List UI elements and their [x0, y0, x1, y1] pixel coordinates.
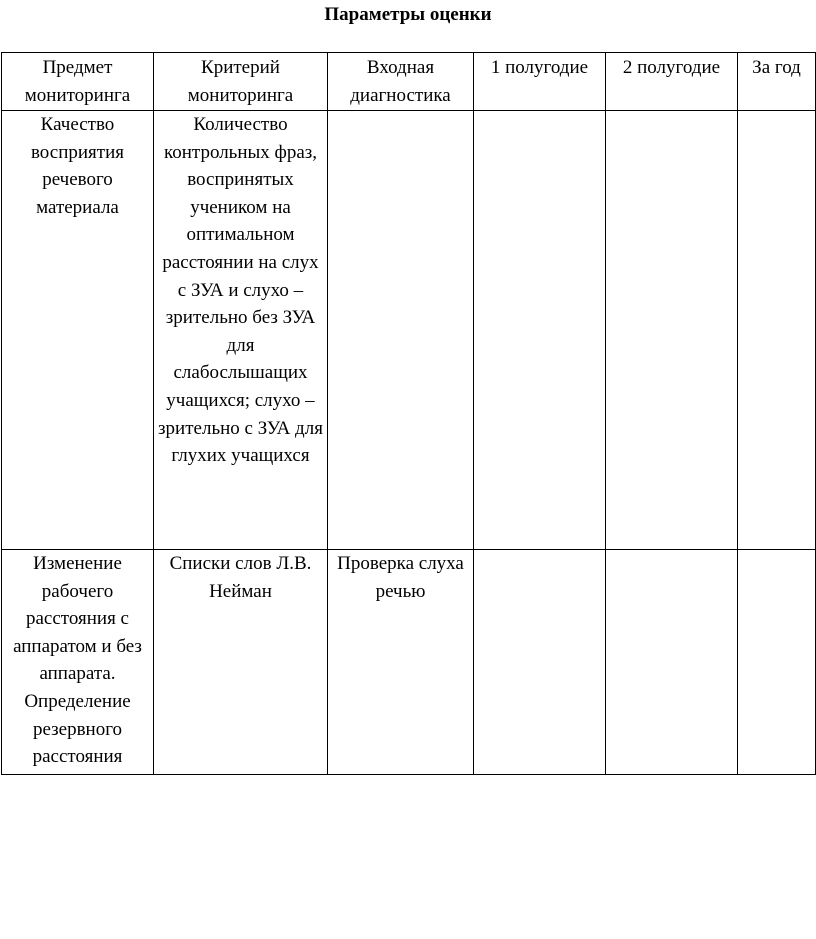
cell-first-half [474, 550, 606, 775]
header-cell-second-half: 2 полугодие [606, 53, 738, 111]
cell-year [738, 111, 816, 550]
cell-subject: Изменение рабочего расстояния с аппаратом и без аппарата. Определение резервного расстояния [2, 550, 154, 775]
page-title: Параметры оценки [324, 4, 492, 25]
header-cell-subject: Предмет мониторинга [2, 53, 154, 111]
cell-subject: Качество восприятия речевого материала [2, 111, 154, 550]
table-row [2, 550, 816, 775]
cell-entry-diagnostics: Проверка слуха речью [328, 550, 474, 775]
cell-second-half [606, 550, 738, 775]
cell-year [738, 550, 816, 775]
cell-criterion: Списки слов Л.В. Нейман [154, 550, 328, 775]
header-cell-criterion: Критерий мониторинга [154, 53, 328, 111]
header-cell-first-half: 1 полугодие [474, 53, 606, 111]
header-cell-year: За год [738, 53, 816, 111]
cell-second-half [606, 111, 738, 550]
table-header-row [2, 53, 816, 111]
evaluation-parameters-table [1, 52, 816, 775]
table-row [2, 111, 816, 550]
cell-first-half [474, 111, 606, 550]
header-cell-entry-diagnostics: Входная диагностика [328, 53, 474, 111]
cell-entry-diagnostics [328, 111, 474, 550]
cell-criterion: Количество контрольных фраз, воспринятых учеником на оптимальном расстоянии на слух с ЗУА и слухо – зрительно без ЗУА для слабослышащих учащихся; слухо – зрительно с ЗУА для глухих учащихся [154, 111, 328, 550]
